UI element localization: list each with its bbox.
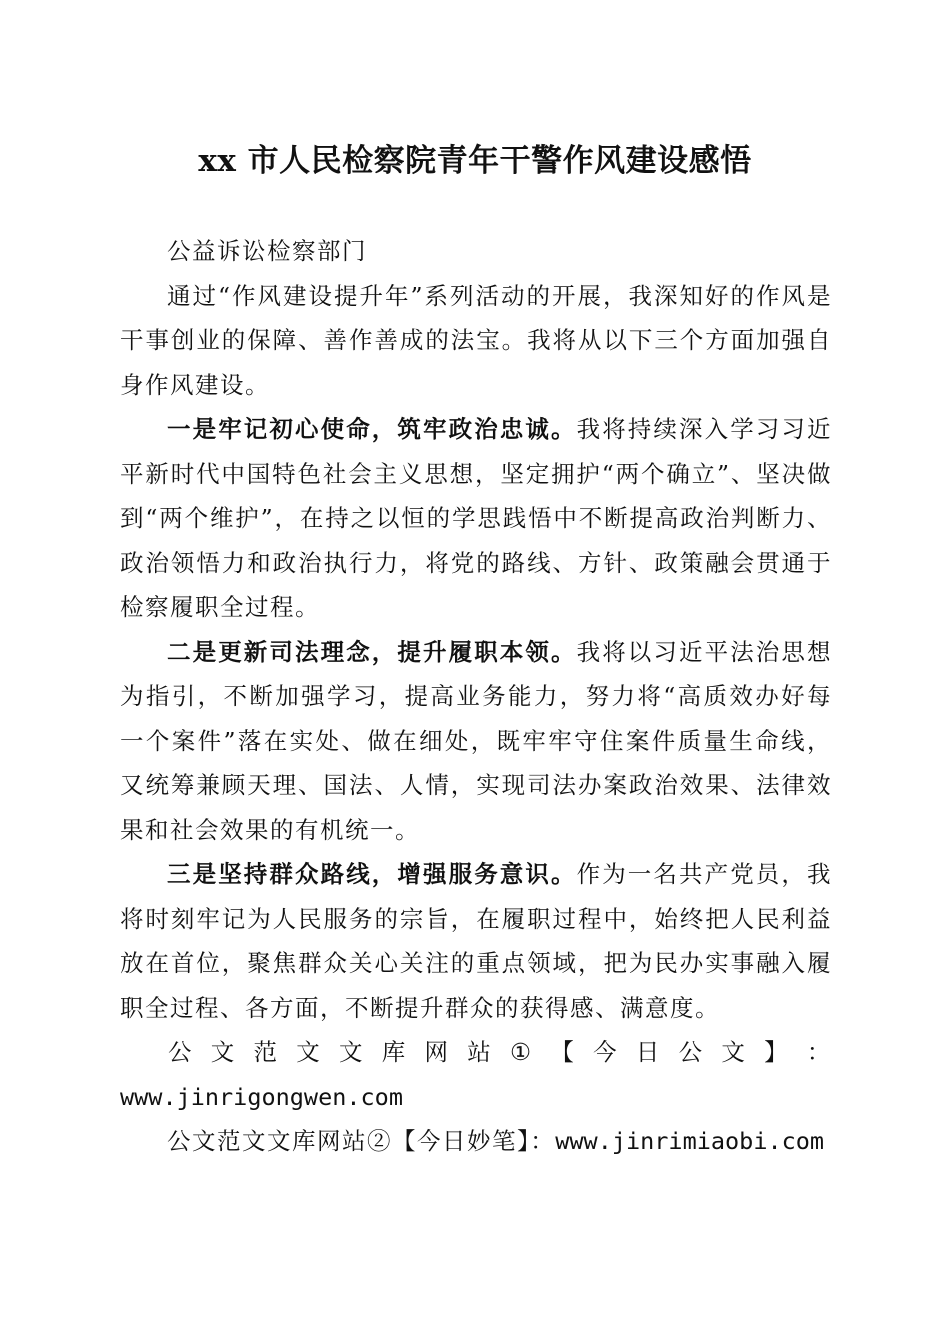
footer-site-1-char: 文 [210,1038,236,1066]
document-title: xx 市人民检察院青年干警作风建设感悟 [198,143,752,179]
section-paragraph-2 [120,630,832,853]
footer-site-1-url[interactable]: www.jinrigongwen.com [120,1082,403,1111]
footer-site-1 [120,1030,832,1119]
footer-site-1-char: 【 [550,1038,576,1066]
footer-site-2-label: 公文范文文库网站②【今日妙笔】： [167,1127,556,1155]
intro-paragraph: 通过“作风建设提升年”系列活动的开展，我深知好的作风是干事创业的保障、善作善成的法宝。我将从以下三个方面加强自身作风建设。 [120,281,832,399]
footer-site-1-char: 文 [296,1038,322,1066]
footer-site-1-char: ： [806,1038,832,1066]
section-lead-3: 三是坚持群众路线，增强服务意识。 [167,860,577,888]
footer-site-1-char: 站 [467,1038,493,1066]
footer-site-1-char: 网 [424,1038,450,1066]
footer-site-1-char: 库 [381,1038,407,1066]
section-paragraph-1 [120,407,832,630]
footer-site-1-char: 今 [593,1038,619,1066]
footer-site-2-url[interactable]: www.jinrimiaobi.com [555,1127,825,1155]
footer-site-1-char: 公 [168,1038,193,1066]
section-text-1: 我将持续深入学习习近平新时代中国特色社会主义思想，坚定拥护“两个确立”、坚决做到“两个维护”，在持之以恒的学思践悟中不断提高政治判断力、政治领悟力和政治执行力，将党的路线、方针、政策融会贯通于检察履职全过程。 [120,415,833,621]
footer-site-1-char: 文 [721,1038,747,1066]
document-body [120,229,832,1164]
footer-site-1-char: 范 [253,1038,279,1066]
footer-site-1-char: ① [510,1038,533,1066]
section-lead-2: 二是更新司法理念，提升履职本领。 [167,637,577,666]
section-paragraph-3 [120,852,832,1030]
footer-site-1-char: 】 [764,1038,790,1066]
footer-site-1-char: 公 [678,1038,704,1066]
section-lead-1: 一是牢记初心使命，筑牢政治忠诚。 [167,415,577,443]
footer-site-1-char: 文 [339,1038,364,1066]
section-text-3: 作为一名共产党员，我将时刻牢记为人民服务的宗旨，在履职过程中，始终把人民利益放在首位，聚焦群众关心关注的重点领域，把为民办实事融入履职全过程、各方面，不断提升群众的获得感、满意度。 [120,860,833,1022]
footer-site-1-char: 日 [635,1038,661,1066]
section-text-2: 我将以习近平法治思想为指引，不断加强学习，提高业务能力，努力将“高质效办好每一个案件”落在实处、做在细处，既牢牢守住案件质量生命线，又统筹兼顾天理、国法、人情，实现司法办案政治效果、法律效果和社会效果的有机统一。 [120,637,833,844]
footer-site-2 [120,1119,832,1164]
department-line: 公益诉讼检察部门 [167,237,367,265]
footer-site-1-label [120,1030,832,1075]
